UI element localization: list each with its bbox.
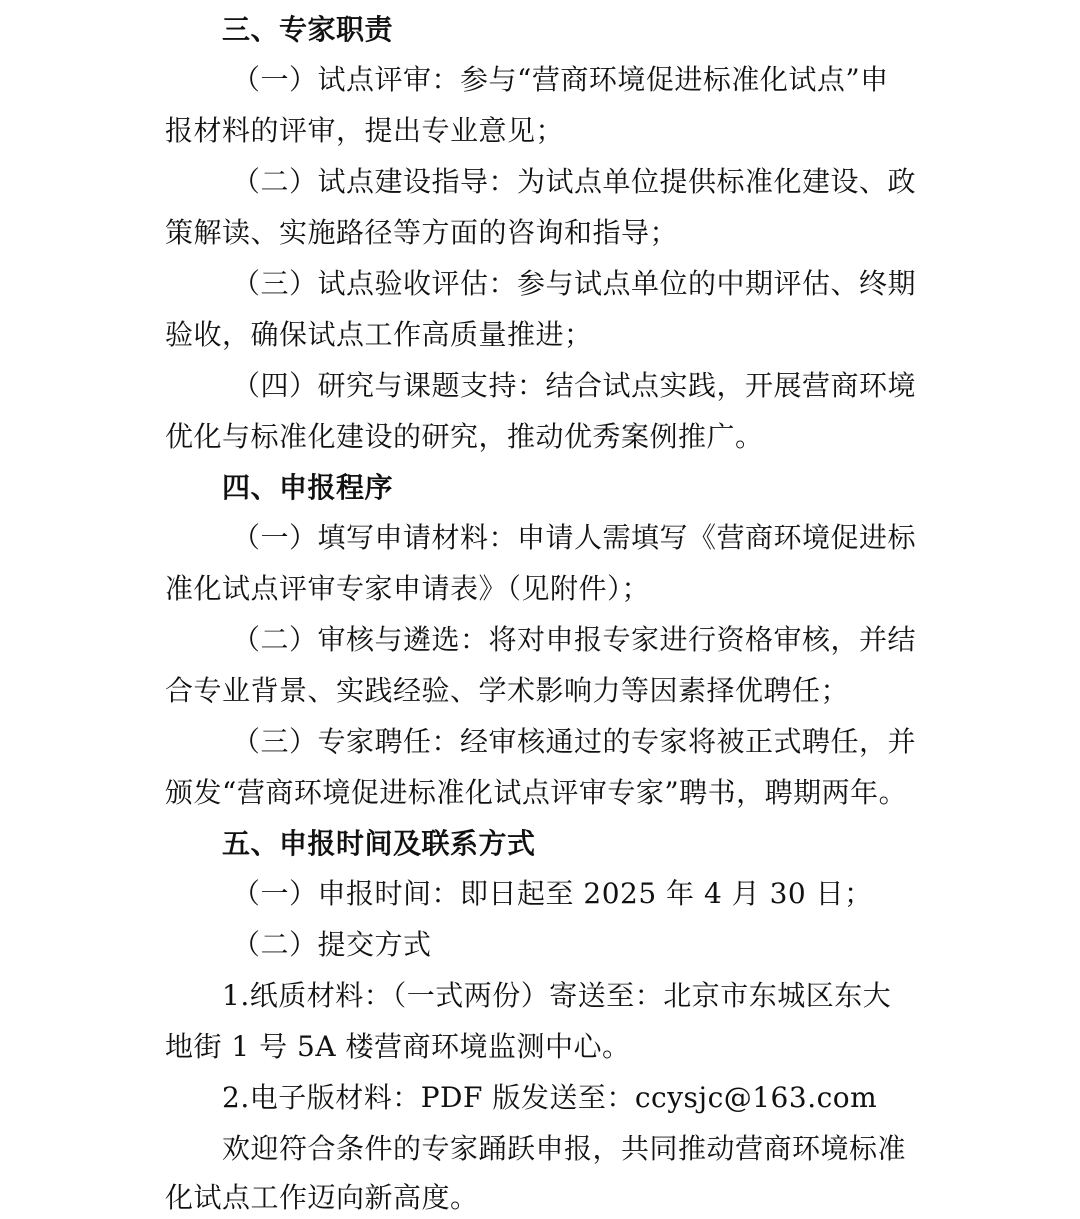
procedure-item-2-line2: 合专业背景、实践经验、学术影响力等因素择优聘任； [165, 674, 850, 707]
closing-line2: 化试点工作迈向新高度。 [165, 1181, 479, 1214]
section-heading-procedure: 四、申报程序 [222, 471, 394, 504]
section-heading-time-contact: 五、申报时间及联系方式 [222, 827, 536, 860]
electronic-materials: 2.电子版材料：PDF 版发送至：ccysjc@163.com [222, 1081, 878, 1114]
closing-line1: 欢迎符合条件的专家踊跃申报，共同推动营商环境标准 [222, 1132, 907, 1165]
procedure-item-3-line2: 颁发“营商环境促进标准化试点评审专家”聘书，聘期两年。 [165, 776, 908, 809]
procedure-item-2-line1: （二）审核与遴选：将对申报专家进行资格审核，并结 [232, 623, 917, 656]
application-time: （一）申报时间：即日起至 2025 年 4 月 30 日； [232, 877, 873, 910]
duty-item-4-line2: 优化与标准化建设的研究，推动优秀案例推广。 [165, 420, 764, 453]
duty-item-3-line1: （三）试点验收评估：参与试点单位的中期评估、终期 [232, 267, 917, 300]
duty-item-2-line1: （二）试点建设指导：为试点单位提供标准化建设、政 [232, 165, 917, 198]
duty-item-1-line2: 报材料的评审，提出专业意见； [165, 114, 565, 147]
duty-item-3-line2: 验收，确保试点工作高质量推进； [165, 318, 593, 351]
duty-item-1-line1: （一）试点评审：参与“营商环境促进标准化试点”申 [232, 63, 889, 96]
duty-item-4-line1: （四）研究与课题支持：结合试点实践，开展营商环境 [232, 369, 917, 402]
procedure-item-1-line1: （一）填写申请材料：申请人需填写《营商环境促进标 [232, 521, 917, 554]
section-heading-duties: 三、专家职责 [222, 13, 394, 46]
duty-item-2-line2: 策解读、实施路径等方面的咨询和指导； [165, 216, 679, 249]
procedure-item-1-line2: 准化试点评审专家申请表》（见附件）； [165, 572, 651, 605]
paper-materials-line1: 1.纸质材料：（一式两份）寄送至：北京市东城区东大 [222, 979, 892, 1012]
paper-materials-line2: 地街 1 号 5A 楼营商环境监测中心。 [165, 1030, 631, 1063]
submission-method-heading: （二）提交方式 [232, 928, 432, 961]
procedure-item-3-line1: （三）专家聘任：经审核通过的专家将被正式聘任，并 [232, 725, 917, 758]
